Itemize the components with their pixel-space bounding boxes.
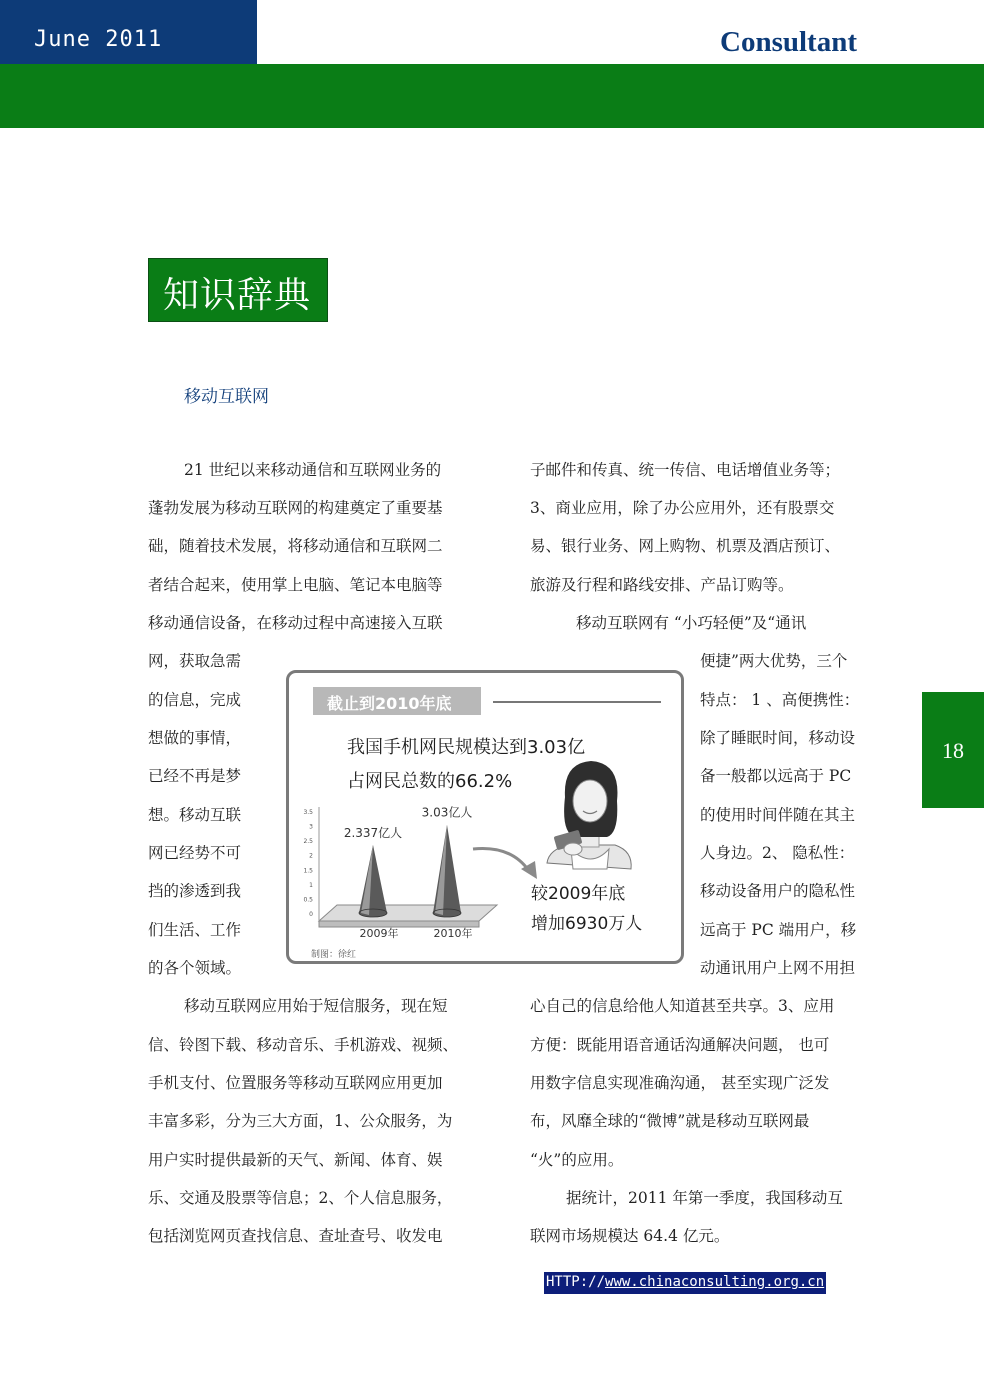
figure-tag-text: 截止到2010年底 <box>327 694 452 713</box>
body-line: 础，随着技术发展，将移动通信和互联网二 <box>148 537 443 555</box>
woman-illustration <box>547 761 631 869</box>
cone-bar <box>359 845 387 917</box>
body-line: 远高于 PC 端用户，移 <box>700 921 857 939</box>
body-line: 想做的事情， <box>148 729 242 747</box>
body-line: 丰富多彩，分为三大方面，1、公众服务，为 <box>148 1112 453 1130</box>
body-line: 信、铃图下载、移动音乐、手机游戏、视频、 <box>148 1036 459 1054</box>
y-tick-label: 3.5 <box>303 809 313 816</box>
body-line: 们生活、工作 <box>148 921 242 939</box>
y-tick-label: 0.5 <box>303 896 313 904</box>
header-band <box>0 64 984 128</box>
body-line: 想。移动互联 <box>148 806 242 824</box>
body-line: 备一般都以远高于 PC <box>700 767 852 785</box>
body-line: 易、银行业务、网上购物、机票及酒店预订、 <box>530 537 841 555</box>
body-line: 子邮件和传真、统一传信、电话增值业务等； <box>530 461 841 479</box>
body-line: 者结合起来，使用掌上电脑、笔记本电脑等 <box>148 576 443 594</box>
body-line: 动通讯用户上网不用担 <box>700 959 856 977</box>
body-line: 乐、交通及股票等信息；2、个人信息服务， <box>148 1189 453 1207</box>
magazine-title: Consultant <box>720 26 857 58</box>
body-line: 挡的渗透到我 <box>148 882 242 900</box>
body-line: 用户实时提供最新的天气、新闻、体育、娱 <box>148 1151 443 1169</box>
data-label: 2.337亿人 <box>343 825 403 840</box>
body-line: 布，风靡全球的“微博”就是移动互联网最 <box>530 1112 810 1130</box>
section-heading-box <box>148 258 328 322</box>
comparison-arrow <box>473 848 529 871</box>
body-line: “火”的应用。 <box>530 1151 624 1169</box>
body-line: 的各个领域。 <box>148 959 242 977</box>
body-line: 便捷”两大优势，三个 <box>700 652 848 670</box>
y-axis-ticks <box>303 809 313 918</box>
body-line: 据统计，2011 年第一季度，我国移动互 <box>566 1189 843 1207</box>
figure-comparison-2: 增加6930万人 <box>531 914 643 934</box>
figure-headline-2: 占网民总数的66.2% <box>347 771 513 792</box>
page-number-tab <box>922 692 984 808</box>
figure-headline-1: 我国手机网民规模达到3.03亿 <box>347 737 586 758</box>
header-date-block <box>0 0 257 64</box>
article-title: 移动互联网 <box>184 387 269 407</box>
body-line: 心自己的信息给他人知道甚至共享。3、应用 <box>530 997 835 1015</box>
y-tick-label: 0 <box>309 911 313 918</box>
cone-bar <box>433 825 461 917</box>
url-link[interactable]: www.chinaconsulting.org.cn <box>605 1274 825 1290</box>
body-line: 21 世纪以来移动通信和互联网业务的 <box>184 461 442 479</box>
body-line: 特点： 1 、高便携性： <box>700 691 860 709</box>
body-line: 蓬勃发展为移动互联网的构建奠定了重要基 <box>148 499 443 517</box>
figure-credit: 制图：徐红 <box>311 950 357 960</box>
website-url[interactable] <box>544 1272 826 1294</box>
y-tick-label: 1 <box>309 881 313 889</box>
body-line: 3、商业应用，除了办公应用外，还有股票交 <box>530 499 835 517</box>
body-line: 移动互联网应用始于短信服务，现在短 <box>184 997 448 1015</box>
body-line: 方便：既能用语音通话沟通解决问题， 也可 <box>530 1036 830 1054</box>
infographic-figure <box>286 670 684 964</box>
body-line: 联网市场规模达 64.4 亿元。 <box>530 1227 730 1245</box>
body-line: 用数字信息实现准确沟通， 甚至实现广泛发 <box>530 1074 830 1092</box>
body-line: 已经不再是梦 <box>148 767 242 785</box>
body-line: 除了睡眠时间，移动设 <box>700 729 856 747</box>
body-line: 移动互联网有 “小巧轻便”及“通讯 <box>576 614 807 632</box>
page-number: 18 <box>942 738 964 763</box>
y-tick-label: 2 <box>309 852 313 860</box>
body-line: 网，获取急需 <box>148 652 242 670</box>
body-line: 的信息，完成 <box>148 691 242 709</box>
y-tick-label: 1.5 <box>303 867 313 875</box>
data-label: 3.03亿人 <box>421 805 473 820</box>
issue-date: June 2011 <box>34 27 163 52</box>
figure-comparison-1: 较2009年底 <box>531 884 626 904</box>
body-line: 的使用时间伴随在其主 <box>700 806 856 824</box>
y-tick-label: 2.5 <box>303 838 313 846</box>
section-title: 知识辞典 <box>163 275 312 316</box>
body-line: 网已经势不可 <box>148 844 242 862</box>
body-line: 手机支付、位置服务等移动互联网应用更加 <box>148 1074 443 1092</box>
url-prefix: HTTP:// <box>546 1274 606 1290</box>
body-line: 人身边。2、 隐私性： <box>700 844 855 862</box>
body-line: 包括浏览网页查找信息、查址查号、收发电 <box>148 1227 443 1245</box>
category-label: 2009年 <box>359 927 399 940</box>
body-line: 移动通信设备，在移动过程中高速接入互联 <box>148 614 443 632</box>
y-tick-label: 3 <box>309 823 313 831</box>
body-line: 移动设备用户的隐私性 <box>700 882 856 900</box>
category-label: 2010年 <box>433 927 473 940</box>
body-line: 旅游及行程和路线安排、产品订购等。 <box>530 576 794 594</box>
